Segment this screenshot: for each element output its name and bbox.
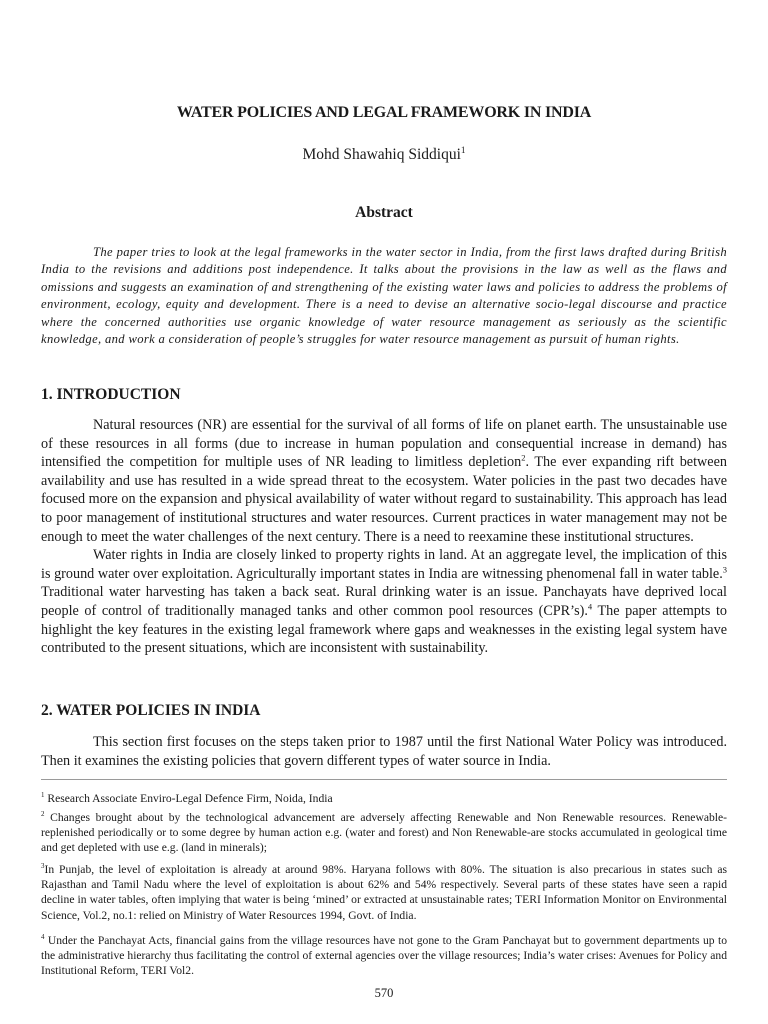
footnote-number: 2 — [41, 810, 45, 819]
footnote-3 — [41, 862, 727, 923]
intro-p1-text-b: . The ever expanding rift between availability and use has resulted in a wide spread threat to the ecosystem. Water policies in the past two decades have focused more on the expansion and physical availability of water without regard to sustainability. This approach has lead to poor management of institutional structures and water resources. Current practices in water management may not be enough to meet the water challenges of the next century. There is a need to reexamine these institutional structures. — [41, 454, 727, 545]
footnote-1 — [41, 791, 727, 806]
author-name: Mohd Shawahiq Siddiqui — [302, 146, 461, 163]
footnote-2 — [41, 810, 727, 856]
footnote-divider — [41, 779, 727, 780]
footnote-text: Under the Panchayat Acts, financial gains from the village resources have not gone to the Gram Panchayat but to government departments up to the administrative hierarchy thus facilitating the control of external agencies over the village resources; India’s water crises: Avenues for Policy and Institutional Reform, TERI Vol2. — [41, 934, 727, 978]
paper-title: WATER POLICIES AND LEGAL FRAMEWORK IN INDIA — [176, 104, 592, 121]
section-heading-water-policies: 2. WATER POLICIES IN INDIA — [41, 702, 261, 719]
footnote-ref-4: 4 — [587, 601, 593, 612]
water-policies-paragraph-1: This section first focuses on the steps taken prior to 1987 until the first National Water Policy was introduced. Then it examines the existing policies that govern different types of water source in India. — [41, 734, 727, 769]
footnote-text: In Punjab, the level of exploitation is already at around 98%. Haryana follows with 80%. The situation is also precarious in states such as Rajasthan and Tamil Nadu where the level of exploitation is about 62% and 54% respectively. Several parts of these states have seen a rapid decline in water tables, often implying that water is being ‘mined’ or extracted at unsustainable rates; TERI Information Monitor on Environmental Science, Vol.2, no.1: relied on Ministry of Water Resources 1994, Govt. of India. — [41, 863, 727, 922]
abstract-heading: Abstract — [355, 204, 413, 221]
intro-paragraph-1 — [41, 416, 727, 546]
water-policies-body — [41, 733, 727, 770]
footnote-number: 4 — [41, 933, 45, 942]
abstract-text — [41, 244, 727, 348]
footnote-ref-3: 3 — [722, 564, 727, 575]
abstract-body: The paper tries to look at the legal frameworks in the water sector in India, from the first laws drafted during British India to the revisions and additions post independence. It talks about the provisions in the law as well as the flaws and omissions and suggests an examination of and strengthening of the existing water laws and policies to address the problems of environment, ecology, equity and development. There is a need to devise an alternative socio-legal discourse and practice where the concerned authorities use organic knowledge of water resource management as seriously as the scientific knowledge, and work a consideration of people’s struggles for water resource management as pursuit of human rights. — [41, 245, 727, 347]
section-heading-introduction: 1. INTRODUCTION — [41, 386, 181, 403]
footnote-ref-2: 2 — [521, 452, 526, 463]
intro-p2-text-b: Traditional water harvesting has taken a back seat. Rural drinking water is an issue. Panchayats have deprived local people of control of traditionally managed tanks and other common pool resources (CPR’s). — [41, 584, 727, 619]
footnote-number: 1 — [41, 791, 45, 800]
intro-paragraph-2 — [41, 546, 727, 658]
intro-p2-text-c: The paper attempts to highlight the key features in the existing legal framework where gaps and weaknesses in the existing legal system have contributed to the present situations, which are inconsistent with sustainability. — [41, 602, 727, 657]
intro-p2-text-a: Water rights in India are closely linked to property rights in land. At an aggregate level, the implication of this is ground water over exploitation. Agriculturally important states in India are witnessing phenomenal fall in water table. — [41, 547, 727, 582]
introduction-body — [41, 416, 727, 658]
author-footnote-ref: 1 — [460, 145, 466, 156]
footnote-text: Changes brought about by the technological advancement are adversely affecting Renewable and Non Renewable resources. Renewable- replenished periodically or to some degree by human action e.g. (water and forest) and Non Renewable-are stocks accumulated in geological time and get depleted with use e.g. (land in minerals); — [41, 811, 727, 855]
author-line — [0, 146, 768, 164]
footnote-number: 3 — [41, 862, 45, 871]
footnote-4 — [41, 933, 727, 979]
footnote-text: Research Associate Enviro-Legal Defence Firm, Noida, India — [47, 792, 333, 805]
page-number: 570 — [374, 986, 394, 1000]
intro-p1-text-a: Natural resources (NR) are essential for the survival of all forms of life on planet earth. The unsustainable use of these resources in all forms (due to increase in human population and consequential increase in demand) has intensified the competition for multiple uses of NR leading to limitless depletion — [41, 417, 727, 471]
